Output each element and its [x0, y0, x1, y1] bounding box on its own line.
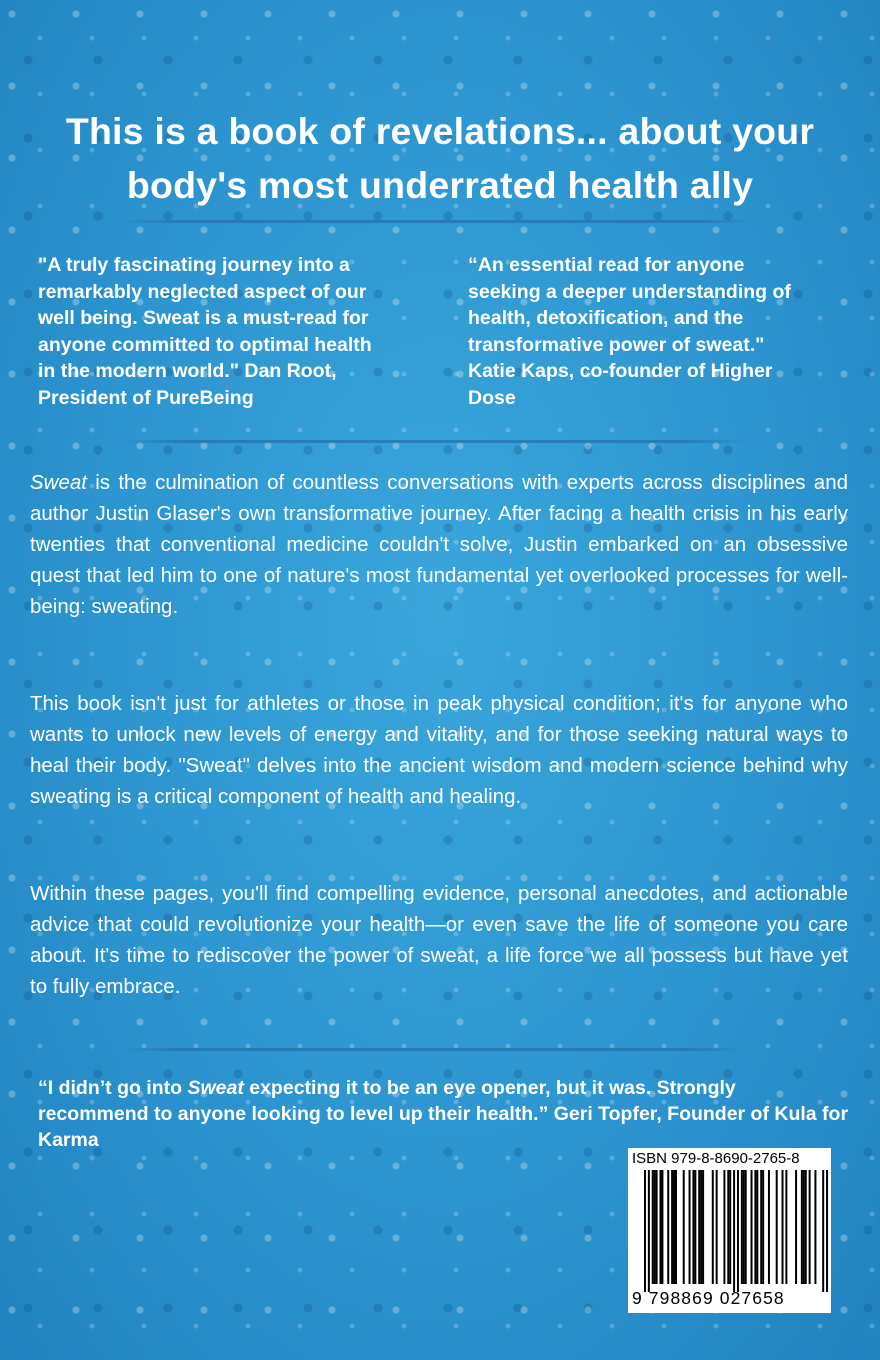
barcode-bar	[716, 1170, 718, 1284]
barcode-bar	[826, 1170, 828, 1292]
quote-right-line: Katie Kaps, co-founder of Higher	[468, 360, 773, 382]
book-title: Sweat	[30, 471, 87, 494]
quote-left	[38, 252, 448, 411]
barcode-bar	[805, 1170, 807, 1284]
quote-left-line: anyone committed to optimal health	[38, 333, 372, 356]
barcode-bar	[689, 1170, 691, 1284]
quote-left-line: well being. Sweat is a must-read for	[38, 307, 369, 329]
isbn-barcode-box	[628, 1148, 831, 1313]
quote-left-line: in the modern world." Dan Root,	[38, 360, 337, 382]
barcode-bar	[673, 1170, 675, 1284]
description-paragraph-3	[30, 878, 848, 1002]
barcode-bar	[700, 1170, 702, 1284]
quote-left-line: remarkably neglected aspect of our	[38, 280, 367, 303]
barcode-bar	[776, 1170, 778, 1284]
paragraph-text: is the culmination of countless conversations with experts across disciplines and author Justin Glaser's own transformative journey. After facing a health crisis in his early twenties that conventional medicine couldn't solve, Justin embarked on an obsessive quest that led him to one of nature's most fundamental yet overlooked processes for well-being: sweating.	[30, 471, 848, 618]
barcode-bar	[729, 1170, 731, 1284]
barcode-bar	[656, 1170, 658, 1284]
quote-right	[468, 252, 868, 411]
barcode-bar	[652, 1170, 654, 1284]
barcode-bar	[782, 1170, 784, 1284]
quote-right-line: health, detoxification, and the	[468, 307, 744, 329]
divider	[120, 440, 746, 443]
quote-right-line: Dose	[468, 386, 516, 409]
barcode-bar	[648, 1170, 650, 1292]
barcode-bar	[741, 1170, 743, 1284]
barcode-bar	[785, 1170, 787, 1284]
quote-bottom-open: “I didn’t go into	[38, 1077, 188, 1099]
quote-left-line: President of PureBeing	[38, 386, 254, 409]
quote-right-line: transformative power of sweat."	[468, 333, 765, 356]
barcode-bar	[809, 1170, 811, 1284]
description-paragraph-2	[30, 688, 848, 812]
barcode-bar	[822, 1170, 824, 1292]
barcode-bar	[743, 1170, 745, 1284]
quote-right-line: seeking a deeper understanding of	[468, 280, 791, 303]
barcode-bar	[692, 1170, 694, 1284]
barcode-bar	[754, 1170, 756, 1284]
barcode-bar	[756, 1170, 758, 1284]
barcode-bar	[661, 1170, 663, 1284]
headline	[20, 104, 860, 212]
barcode-bar	[675, 1170, 677, 1284]
barcode-bar	[803, 1170, 805, 1284]
paragraph-text: Within these pages, you'll find compelling evidence, personal anecdotes, and actionable advice that could revolutionize your health—or even save the life of someone you care about. It's time to rediscover the power of sweat, a life force we all possess but have yet to fully embrace.	[30, 882, 848, 998]
divider	[120, 1048, 746, 1051]
barcode-bar	[667, 1170, 669, 1284]
quote-left-line: "A truly fascinating journey into a	[38, 254, 350, 276]
barcode-bar	[762, 1170, 764, 1284]
barcode-bar	[733, 1170, 735, 1292]
quote-right-line: “An essential read for anyone	[468, 254, 745, 276]
quote-bottom	[38, 1075, 850, 1153]
paragraph-text: This book isn't just for athletes or those in peak physical condition; it's for anyone who wants to unlock new levels of energy and vitality, and for those seeking natural ways to heal their body. "Sweat" delves into the ancient wisdom and modern science behind why sweating is a critical component of health and healing.	[30, 692, 848, 808]
headline-line-2: body's most underrated health ally	[126, 164, 754, 206]
barcode-bar	[768, 1170, 770, 1284]
barcode-bar	[712, 1170, 714, 1284]
quote-bottom-text: expecting it to be an eye opener, but it was. Strongly recommend to anyone looking to level up their health.” Geri Topfer, Founder of Kula for Karma	[38, 1077, 849, 1151]
headline-line-1: This is a book of revelations... about your	[65, 110, 815, 152]
barcode-bar	[814, 1170, 816, 1284]
barcode-bar	[694, 1170, 696, 1284]
barcode-bar	[698, 1170, 700, 1284]
divider	[120, 220, 756, 223]
barcode-bar	[801, 1170, 803, 1284]
barcode-bar	[644, 1170, 646, 1292]
barcode	[630, 1170, 829, 1292]
barcode-bar	[671, 1170, 673, 1284]
barcode-bar	[702, 1170, 704, 1284]
barcode-bar	[654, 1170, 656, 1284]
barcode-bar	[659, 1170, 661, 1284]
isbn-label: ISBN 979-8-8690-2765-8	[632, 1150, 800, 1167]
barcode-bar	[727, 1170, 729, 1284]
barcode-bar	[683, 1170, 685, 1284]
barcode-bar	[795, 1170, 797, 1284]
barcode-bar	[751, 1170, 753, 1284]
barcode-bar	[737, 1170, 739, 1292]
book-title: Sweat	[187, 1077, 244, 1099]
barcode-bar	[723, 1170, 725, 1284]
description-paragraph-1	[30, 467, 848, 622]
barcode-bar	[745, 1170, 747, 1284]
barcode-bar	[760, 1170, 762, 1284]
isbn-digits: 9 798869 027658	[632, 1288, 785, 1308]
